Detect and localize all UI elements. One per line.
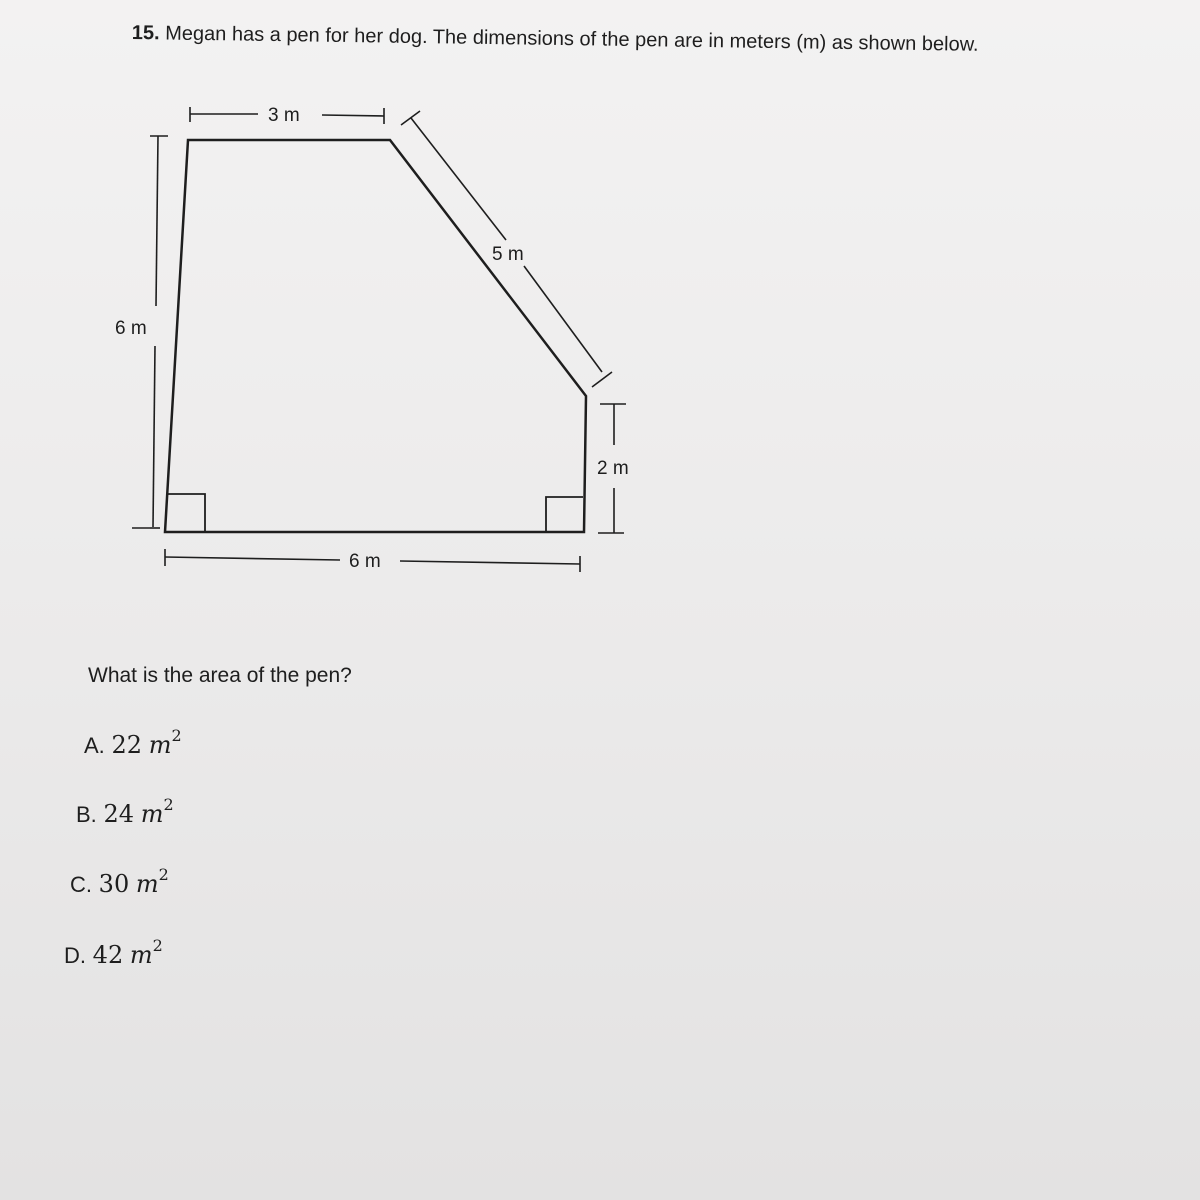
choice-d-letter: D.	[64, 943, 86, 968]
choice-d-exponent: 2	[152, 936, 163, 955]
question-body: Megan has a pen for her dog. The dimensions of the pen are in meters (m) as shown below.	[165, 22, 979, 56]
choice-d-unit: m	[129, 941, 153, 969]
choice-b-exponent: 2	[163, 795, 174, 814]
pen-outline	[165, 140, 586, 532]
right-dimension-label: 2 m	[597, 458, 629, 479]
choice-d-value: 42	[92, 941, 124, 969]
right-angle-marker-right	[546, 497, 583, 531]
area-question-prompt: What is the area of the pen?	[88, 664, 352, 687]
choice-c-letter: C.	[70, 872, 92, 897]
choice-a-unit: m	[148, 731, 172, 759]
choice-c-exponent: 2	[158, 865, 169, 884]
choice-b-letter: B.	[76, 802, 97, 827]
choice-a[interactable]	[84, 726, 182, 760]
right-angle-marker-left	[167, 494, 205, 531]
bottom-dimension-label: 6 m	[349, 551, 381, 572]
left-dimension-label: 6 m	[115, 318, 147, 339]
choice-d[interactable]	[64, 936, 163, 970]
choice-a-exponent: 2	[171, 726, 182, 745]
choice-b[interactable]	[76, 795, 174, 829]
choice-c-unit: m	[135, 870, 159, 898]
choice-a-value: 22	[111, 731, 143, 759]
choice-c-value: 30	[98, 870, 130, 898]
choice-b-unit: m	[140, 800, 164, 828]
question-number: 15.	[131, 22, 160, 45]
diagonal-dimension-label: 5 m	[492, 244, 524, 265]
choice-a-letter: A.	[84, 733, 105, 758]
top-dimension-label: 3 m	[268, 105, 300, 126]
choice-b-value: 24	[103, 800, 135, 828]
choice-c[interactable]	[70, 865, 169, 899]
